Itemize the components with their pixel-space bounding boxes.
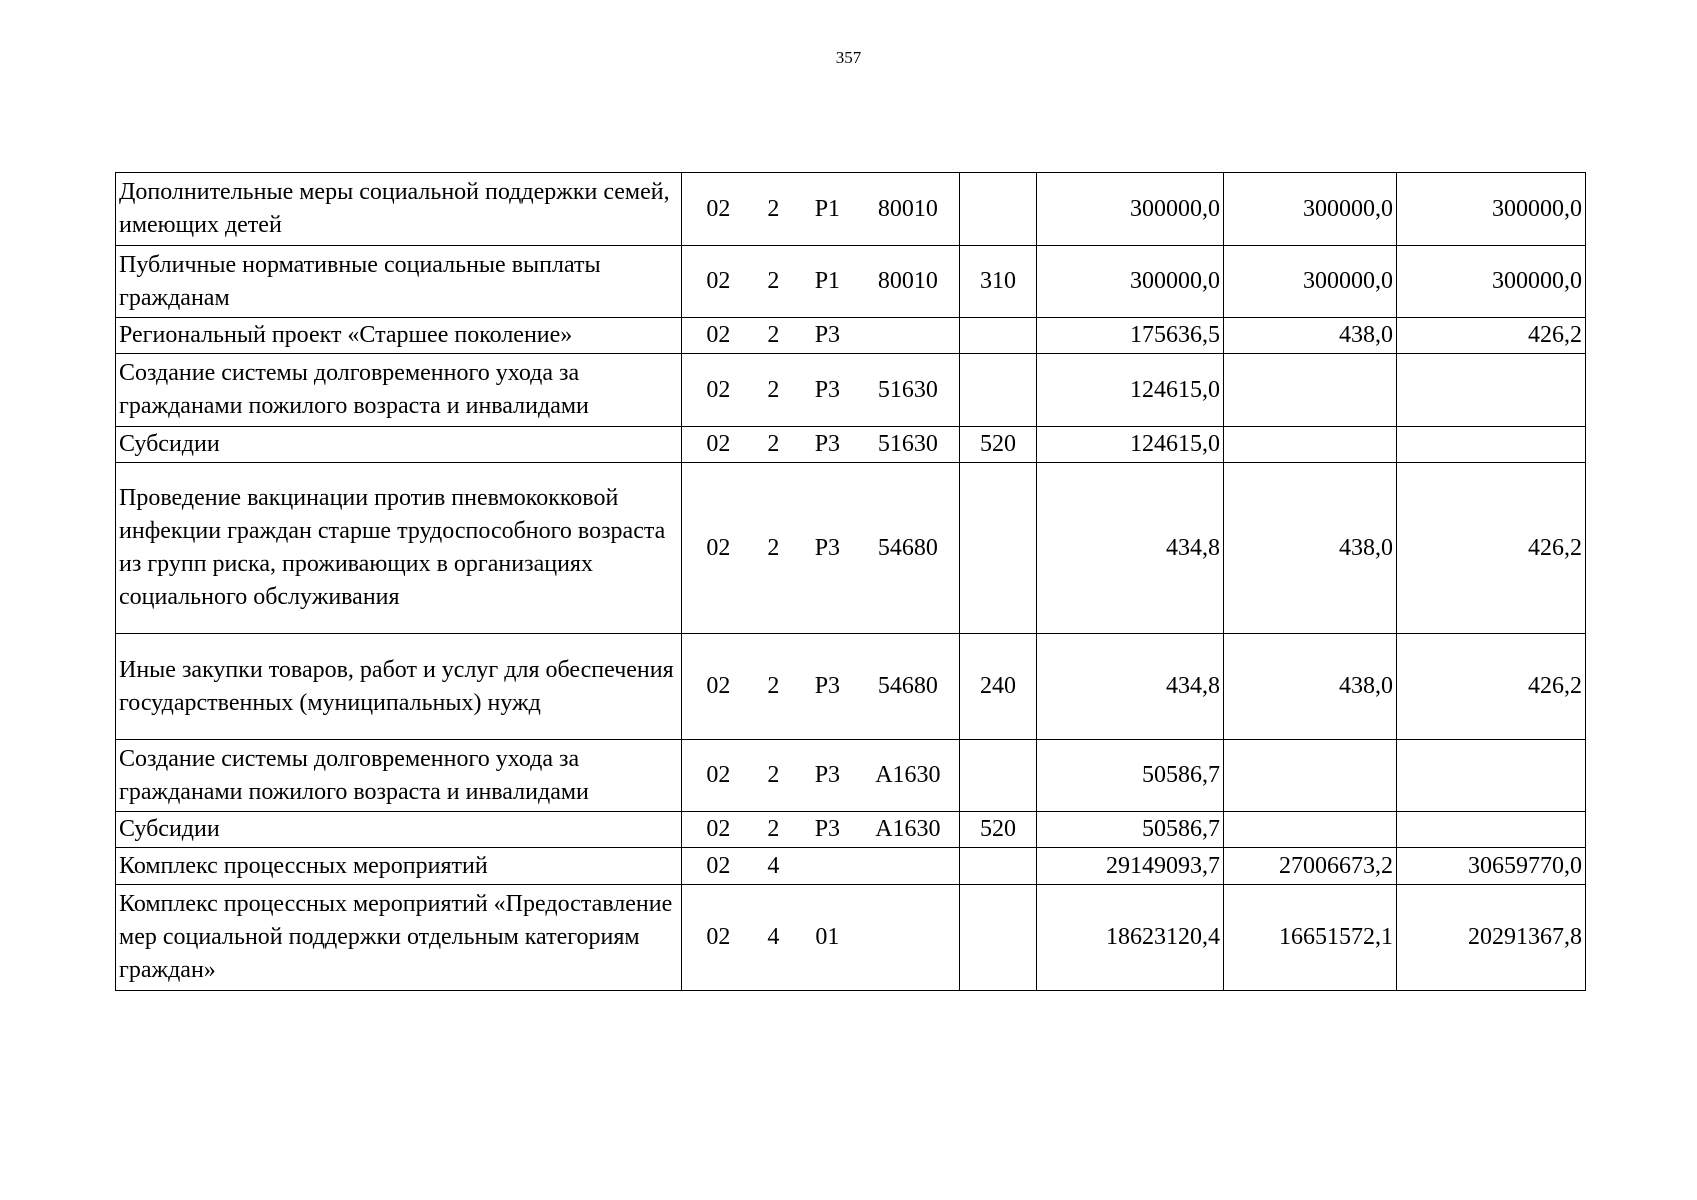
amount-year-3 [1397, 354, 1586, 427]
table-row [116, 740, 1586, 812]
amount-year-2: 300000,0 [1224, 173, 1397, 246]
row-name: Региональный проект «Старшее поколение» [116, 318, 682, 354]
code-program: 02 [706, 322, 731, 348]
amount-year-3: 20291367,8 [1397, 885, 1586, 991]
code-project: P1 [814, 195, 841, 222]
code-program: 02 [706, 762, 731, 788]
amount-year-1: 124615,0 [1037, 427, 1224, 463]
row-name: Субсидии [116, 427, 682, 463]
amount-year-2 [1224, 740, 1397, 812]
code-project: 01 [815, 924, 840, 950]
amount-year-3: 426,2 [1397, 318, 1586, 354]
code-subprogram: 2 [767, 376, 780, 403]
code-subprogram: 4 [767, 924, 780, 950]
row-code [682, 812, 960, 848]
amount-year-1: 434,8 [1037, 463, 1224, 634]
row-code [682, 634, 960, 740]
amount-year-3 [1397, 812, 1586, 848]
row-name: Комплекс процессных мероприятий «Предоставление мер социальной поддержки отдельным категориям граждан» [116, 885, 682, 991]
expense-type: 520 [960, 812, 1037, 848]
code-project: P3 [814, 376, 841, 403]
code-direction: 51630 [877, 431, 938, 457]
code-subprogram: 2 [767, 195, 780, 222]
row-name: Публичные нормативные социальные выплаты гражданам [116, 246, 682, 318]
code-direction: 54680 [877, 534, 938, 561]
code-direction: A1630 [875, 816, 941, 842]
table-row [116, 354, 1586, 427]
amount-year-1: 300000,0 [1037, 246, 1224, 318]
code-program: 02 [706, 268, 731, 294]
row-name: Субсидии [116, 812, 682, 848]
code-subprogram: 2 [767, 431, 780, 457]
amount-year-2: 300000,0 [1224, 246, 1397, 318]
row-code [682, 354, 960, 427]
code-subprogram: 2 [767, 268, 780, 294]
amount-year-3: 30659770,0 [1397, 848, 1586, 885]
row-name: Создание системы долговременного ухода за гражданами пожилого возраста и инвалидами [116, 740, 682, 812]
code-subprogram: 2 [767, 673, 780, 699]
amount-year-2: 438,0 [1224, 634, 1397, 740]
expense-type: 240 [960, 634, 1037, 740]
code-subprogram: 4 [767, 852, 780, 879]
code-program: 02 [706, 195, 731, 222]
amount-year-2: 16651572,1 [1224, 885, 1397, 991]
code-program: 02 [706, 376, 731, 403]
expense-type: 310 [960, 246, 1037, 318]
row-code [682, 427, 960, 463]
budget-table [115, 172, 1586, 991]
page-number: 357 [835, 48, 862, 67]
table-row [116, 812, 1586, 848]
amount-year-1: 434,8 [1037, 634, 1224, 740]
amount-year-3: 426,2 [1397, 634, 1586, 740]
amount-year-2 [1224, 812, 1397, 848]
row-code [682, 173, 960, 246]
code-program: 02 [706, 816, 731, 842]
table-row [116, 318, 1586, 354]
expense-type [960, 354, 1037, 427]
expense-type: 520 [960, 427, 1037, 463]
table-row [116, 173, 1586, 246]
code-direction: A1630 [875, 762, 941, 788]
code-project: P3 [814, 534, 841, 561]
amount-year-1: 18623120,4 [1037, 885, 1224, 991]
code-direction: 80010 [877, 195, 938, 222]
code-project: P3 [814, 673, 841, 699]
amount-year-1: 50586,7 [1037, 740, 1224, 812]
amount-year-1: 175636,5 [1037, 318, 1224, 354]
code-project: P3 [814, 816, 841, 842]
row-name: Комплекс процессных мероприятий [116, 848, 682, 885]
code-subprogram: 2 [767, 322, 780, 348]
amount-year-3: 300000,0 [1397, 246, 1586, 318]
amount-year-3 [1397, 427, 1586, 463]
row-code [682, 463, 960, 634]
amount-year-1: 124615,0 [1037, 354, 1224, 427]
amount-year-2 [1224, 354, 1397, 427]
amount-year-3: 426,2 [1397, 463, 1586, 634]
code-direction: 80010 [877, 268, 938, 294]
table-row [116, 427, 1586, 463]
code-program: 02 [706, 431, 731, 457]
expense-type [960, 885, 1037, 991]
table-row [116, 848, 1586, 885]
row-name: Иные закупки товаров, работ и услуг для обеспечения государственных (муниципальных) нужд [116, 634, 682, 740]
code-subprogram: 2 [767, 816, 780, 842]
code-program: 02 [706, 924, 731, 950]
expense-type [960, 848, 1037, 885]
code-program: 02 [706, 673, 731, 699]
table-row [116, 634, 1586, 740]
code-program: 02 [706, 534, 731, 561]
row-code [682, 246, 960, 318]
expense-type [960, 463, 1037, 634]
amount-year-1: 29149093,7 [1037, 848, 1224, 885]
amount-year-2: 438,0 [1224, 463, 1397, 634]
code-project: P3 [814, 762, 841, 788]
amount-year-2: 438,0 [1224, 318, 1397, 354]
code-subprogram: 2 [767, 534, 780, 561]
amount-year-3: 300000,0 [1397, 173, 1586, 246]
code-direction: 51630 [877, 376, 938, 403]
code-subprogram: 2 [767, 762, 780, 788]
table-row [116, 885, 1586, 991]
code-project: P3 [814, 431, 841, 457]
amount-year-2: 27006673,2 [1224, 848, 1397, 885]
row-name: Проведение вакцинации против пневмококковой инфекции граждан старше трудоспособного возраста из групп риска, проживающих в организациях социального обслуживания [116, 463, 682, 634]
code-direction: 54680 [877, 673, 938, 699]
row-code [682, 848, 960, 885]
amount-year-3 [1397, 740, 1586, 812]
code-project: P1 [814, 268, 841, 294]
amount-year-1: 50586,7 [1037, 812, 1224, 848]
row-code [682, 318, 960, 354]
row-name: Создание системы долговременного ухода за гражданами пожилого возраста и инвалидами [116, 354, 682, 427]
row-code [682, 885, 960, 991]
amount-year-1: 300000,0 [1037, 173, 1224, 246]
table-row [116, 246, 1586, 318]
expense-type [960, 740, 1037, 812]
table-row [116, 463, 1586, 634]
row-code [682, 740, 960, 812]
expense-type [960, 173, 1037, 246]
row-name: Дополнительные меры социальной поддержки семей, имеющих детей [116, 173, 682, 246]
amount-year-2 [1224, 427, 1397, 463]
code-project: P3 [814, 322, 841, 348]
code-program: 02 [706, 852, 731, 879]
expense-type [960, 318, 1037, 354]
